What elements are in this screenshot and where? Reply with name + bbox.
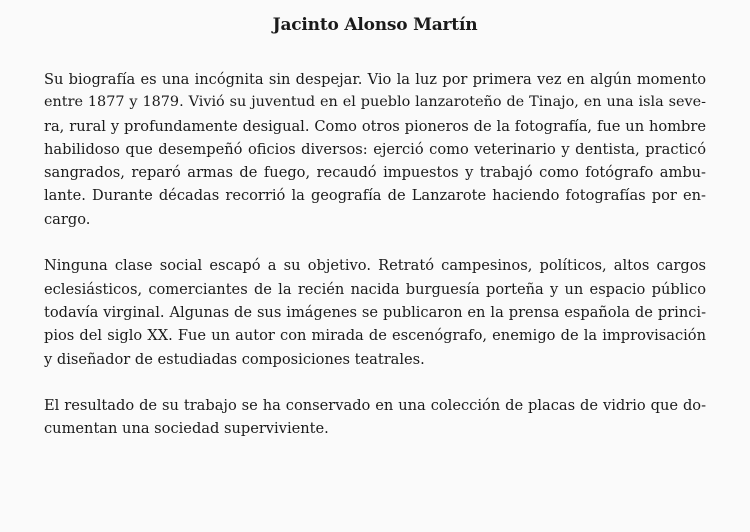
paragraph-legacy [44, 394, 706, 441]
paragraph-line: lante. Durante décadas recorrió la geografía de Lanzarote haciendo fotografías por en- [44, 187, 706, 205]
paragraph-line: ra, rural y profundamente desigual. Como otros pioneros de la fotografía, fue un hombre [44, 117, 706, 135]
paragraph-line: eclesiásticos, comerciantes de la recién nacida burguesía porteña y un espacio público [44, 280, 706, 298]
paragraph-line: Su biografía es una incógnita sin despejar. Vio la luz por primera vez en algún momento [44, 71, 706, 88]
paragraph-line: pios del siglo XX. Fue un autor con mirada de escenógrafo, enemigo de la improvisación [44, 327, 706, 345]
paragraph-subjects [44, 254, 706, 370]
paragraph-line: habilidoso que desempeñó oficios diversos: ejerció como veterinario y dentista, practicó [44, 140, 706, 158]
paragraph-line: y diseñador de estudiadas composiciones teatrales. [44, 350, 425, 368]
document-title: Jacinto Alonso Martín [272, 15, 478, 35]
paragraph-line: Ninguna clase social escapó a su objetivo. Retrató campesinos, políticos, altos cargos [44, 257, 706, 275]
paragraph-line: entre 1877 y 1879. Vivió su juventud en el pueblo lanzaroteño de Tinajo, en una isla seve- [44, 94, 706, 111]
paragraph-line: sangrados, reparó armas de fuego, recaudó impuestos y trabajó como fotógrafo ambu- [44, 164, 706, 182]
paragraph-line: cargo. [44, 210, 91, 228]
paragraph-biography [44, 68, 706, 231]
document-body [44, 68, 706, 441]
paragraph-line: El resultado de su trabajo se ha conservado en una colección de placas de vidrio que do- [44, 397, 706, 415]
paragraph-line: cumentan una sociedad superviviente. [44, 420, 329, 438]
paragraph-line: todavía virginal. Algunas de sus imágenes se publicaron en la prensa española de princi- [44, 303, 706, 321]
